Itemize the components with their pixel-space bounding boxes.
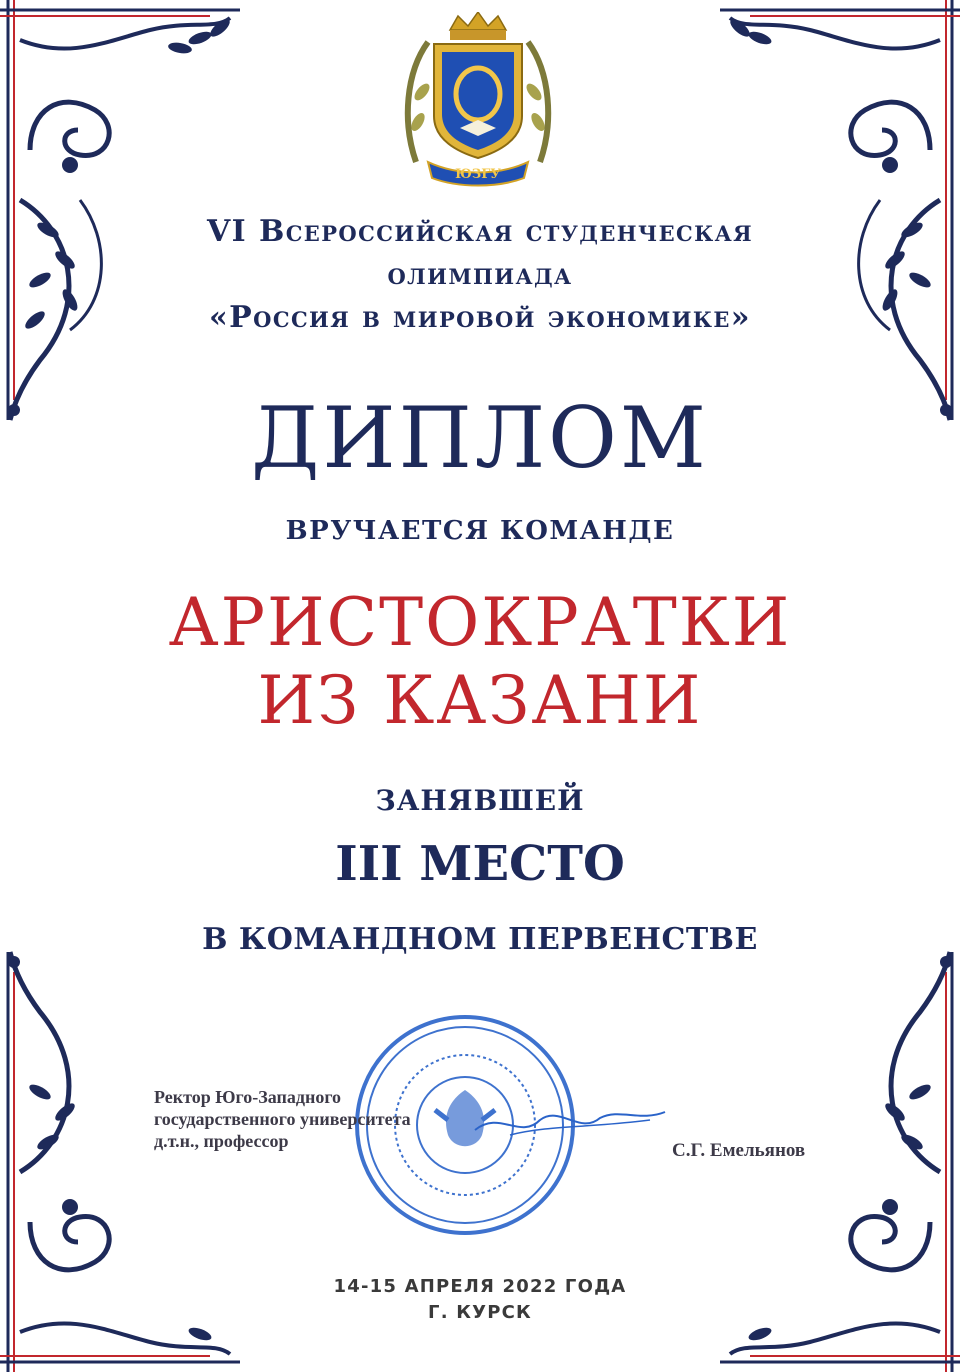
team-name-line-1: АРИСТОКРАТКИ — [168, 584, 792, 661]
rector-title-line-2: государственного университета — [154, 1109, 411, 1129]
signer-name: С.Г. Емельянов — [672, 1140, 806, 1161]
category-label: В КОМАНДНОМ ПЕРВЕНСТВЕ — [202, 922, 758, 957]
olympiad-heading-line-1: VI Всероссийская студенческая — [206, 214, 754, 249]
event-date-location — [0, 1274, 960, 1326]
place-label: III МЕСТО — [335, 836, 625, 892]
olympiad-heading — [0, 210, 960, 339]
rector-title-line-3: д.т.н., профессор — [154, 1131, 289, 1151]
rector-title — [154, 1086, 411, 1152]
rector-title-line-1: Ректор Юго-Западного — [154, 1087, 342, 1107]
event-date: 14-15 АПРЕЛЯ 2022 ГОДА — [333, 1276, 627, 1297]
emblem-ribbon-text: ЮЗГУ — [455, 167, 501, 182]
awarded-to-label: ВРУЧАЕТСЯ КОМАНДЕ — [285, 516, 675, 546]
team-name — [0, 584, 960, 740]
olympiad-heading-line-3: «Россия в мировой экономике» — [209, 300, 751, 335]
olympiad-heading-line-2: олимпиада — [387, 257, 573, 292]
team-name-line-2: ИЗ КАЗАНИ — [257, 662, 703, 739]
signature-scribble — [470, 1100, 670, 1150]
diploma-title: ДИПЛОМ — [251, 389, 709, 487]
event-city: Г. КУРСК — [428, 1302, 532, 1323]
took-label: ЗАНЯВШЕЙ — [375, 784, 585, 817]
university-coat-of-arms-icon — [398, 12, 558, 188]
